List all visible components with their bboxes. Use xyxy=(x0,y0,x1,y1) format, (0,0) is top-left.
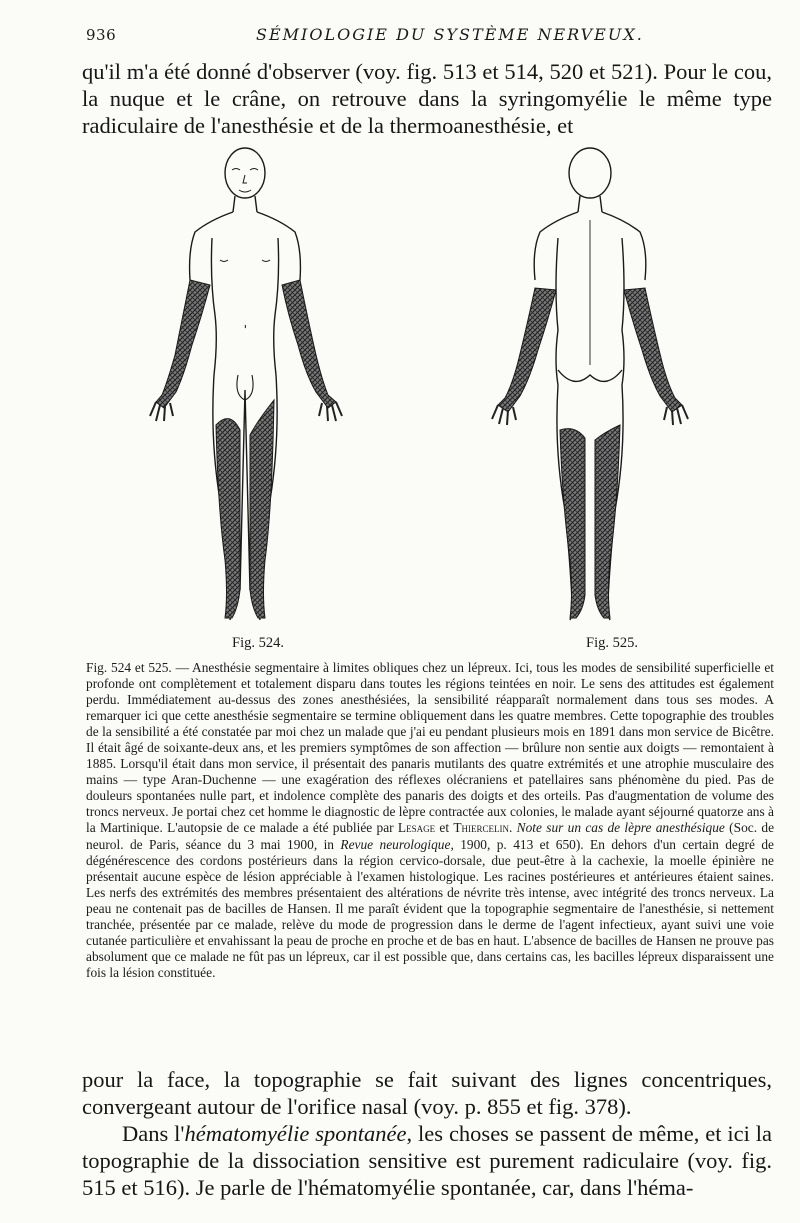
caption-text-2: (Soc. de neurol. de Paris, séance du 3 mai 1900, in xyxy=(86,820,775,852)
page-header xyxy=(86,22,786,48)
running-head: SÉMIOLOGIE DU SYSTÈME NERVEUX. xyxy=(256,25,644,44)
anatomy-illustration xyxy=(80,140,780,640)
top-paragraph xyxy=(82,58,772,148)
bottom-paragraph-2 xyxy=(82,1120,772,1201)
caption-text-3: , 1900, p. 413 et 650). En dehors d'un certain degré de dégénérescence des cordons postérieurs dans la région cervico-dorsale, due peut-être à la cachexie, la moelle épinière ne présentait aucune espèce de lésion appréciable à l'examen histologique. Les racines postérieures et antérieures étaient saines. Les nerfs des extrémités des membres présentaient des altérations de névrite très intense, avec intégrité des troncs nerveux. La peau ne contenait pas de bacilles de Hansen. Il me paraît évident que la topographie segmentaire de l'anesthésie, si nettement tranchée, présentée par ce malade, relève du mode de progression dans le derme de l'agent infectieux, ayant suivi une voie cutanée particulière et envahissant la peau de proche en proche et de bas en haut. L'absence de bacilles de Hansen ne prouve pas absolument que ce malade ne fût pas un lépreux, car il est possible que, dans certains cas, les bacilles lépreux disparaissent une fois la lésion constituée. xyxy=(86,836,774,980)
back-body-figure xyxy=(534,148,646,620)
bottom-text xyxy=(82,1066,772,1201)
para2-rest: , les choses se passent de même, et ici la topographie de la dissociation sensitive est purement radiculaire (voy. fig. 515 et 516). Je parle de l'hématomyélie spontanée, car, dans l'héma- xyxy=(82,1121,772,1200)
figure-anatomy xyxy=(80,140,780,660)
top-paragraph-text: qu'il m'a été donné d'observer (voy. fig. 513 et 514, 520 et 521). Pour le cou, la nuque et le crâne, on retrouve dans la syringomyélie le même type radiculaire de l'anesthésie et de la thermoanesthésie, et xyxy=(82,59,772,138)
para2-start: Dans l' xyxy=(122,1121,185,1146)
caption-title: Note sur un cas de lèpre anesthésique xyxy=(516,820,725,836)
caption-sep: . xyxy=(509,820,517,836)
caption-and: et xyxy=(435,820,454,836)
caption-journal: Revue neurologique xyxy=(340,836,451,852)
figure-caption xyxy=(86,660,774,981)
caption-lead: Fig. 524 et 525. — xyxy=(86,660,189,675)
para2-italic: hématomyélie spontanée xyxy=(184,1121,407,1146)
caption-text-1: Anesthésie segmentaire à limites obliques chez un lépreux. Ici, tous les modes de sensibilité superficielle et profonde ont complètement et totalement disparu dans toutes les régions teintées en noir. Le sens des attitudes est également perdu. Immédiatement au-dessus des zones anesthésiées, la sensibilité réapparaît normalement dans tous ses modes. A remarquer ici que cette anesthésie segmentaire se termine obliquement dans les quatre membres. Cette topographie des troubles de la sensibilité a été constatée par moi chez un malade que j'ai eu pendant plusieurs mois en 1891 dans mon service de Bicêtre. Il était âgé de soixante-deux ans, et les premiers symptômes de son affection — brûlure non sentie aux doigts — remontaient à 1885. Lorsqu'il était dans mon service, il présentait des panaris mutilants des quatre extrémités et une atrophie musculaire des mains — type Aran-Duchenne — une exagération des réflexes olécraniens et patellaires sans phénomène du pied. Pas de douleurs spontanées nulle part, et indolence complète des panaris des doigts et des orteils. Pas d'augmentation de volume des troncs nerveux. Je portai chez cet homme le diagnostic de lèpre contractée aux colonies, le malade ayant séjourné quatorze ans à la Martinique. L'autopsie de ce malade a été publiée par xyxy=(86,660,774,836)
front-body-figure xyxy=(190,148,301,620)
bottom-paragraph-1: pour la face, la topographie se fait suivant des lignes concentriques, convergeant autour de l'orifice nasal (voy. p. 855 et fig. 378). xyxy=(82,1067,772,1119)
figure-label-524: Fig. 524. xyxy=(232,635,284,651)
caption-author-2: Thiercelin xyxy=(453,820,510,836)
page-number: 936 xyxy=(86,26,117,44)
figure-label-525: Fig. 525. xyxy=(586,635,638,651)
caption-author-1: Lesage xyxy=(397,820,436,836)
